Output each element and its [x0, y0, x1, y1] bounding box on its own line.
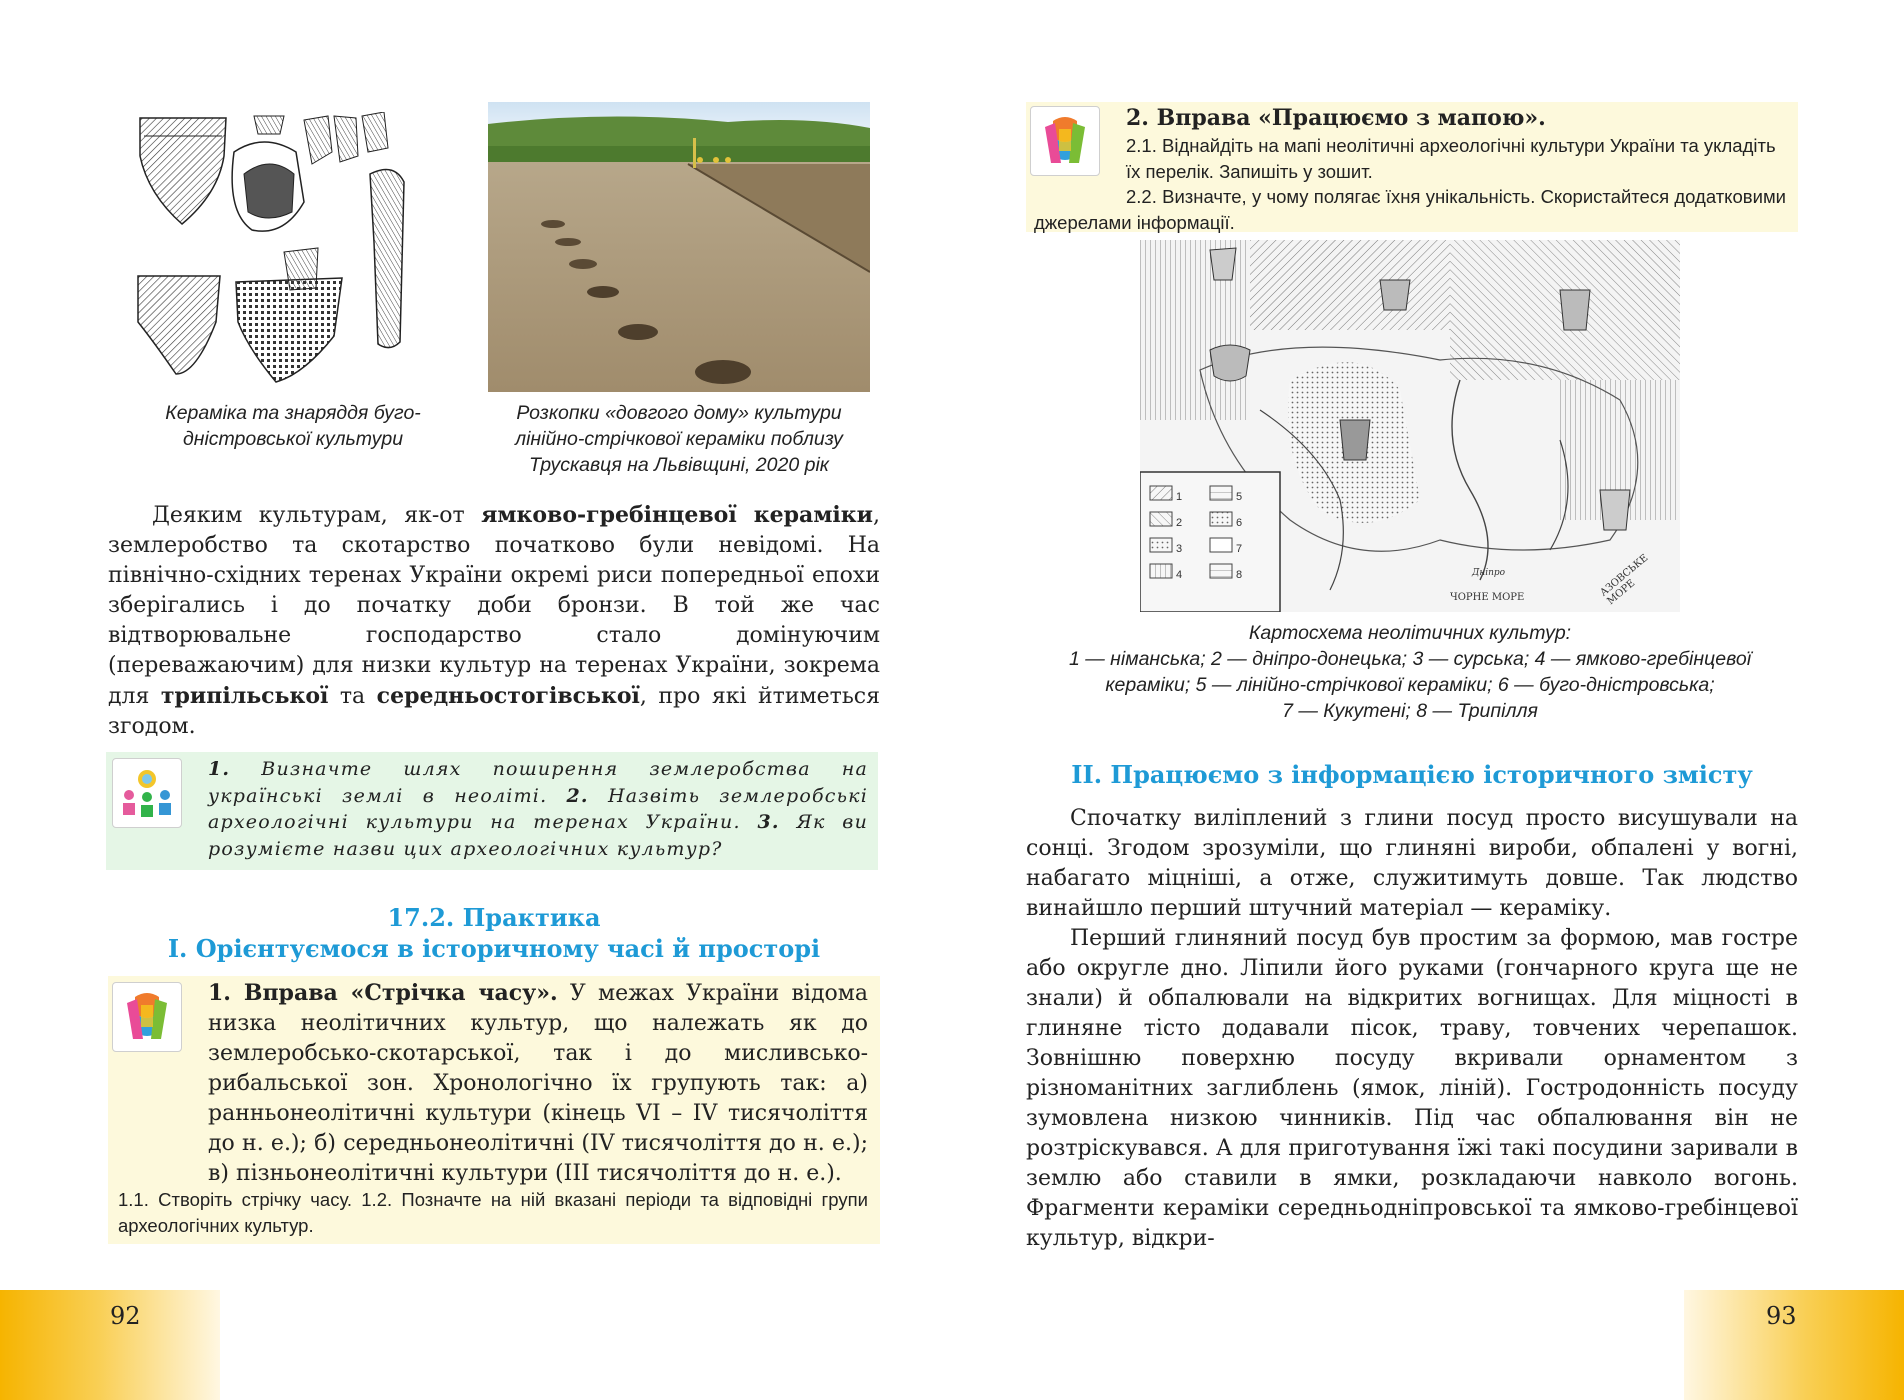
excavation-photo	[488, 102, 870, 392]
question-1: Визначте шлях поширення землеробства на українські землі в неоліті.	[208, 758, 868, 807]
questions-text	[208, 756, 868, 862]
section-subtitle: I. Орієнтуємося в історичному часі й просторі	[167, 934, 821, 963]
exercise1-task: 1.1. Створіть стрічку часу. 1.2. Позначте на ній вказані періоди та відповідні групи археологічних культур.	[118, 1189, 868, 1236]
map-legend-labels	[1236, 484, 1242, 588]
exercise1-text	[208, 978, 868, 1189]
exercise2-task2	[1034, 184, 1786, 235]
section-title-right: II. Працюємо з інформацією історичного змісту	[1071, 760, 1753, 789]
legend-label: 2	[1176, 517, 1183, 529]
map-legend-labels	[1176, 484, 1182, 588]
exercise2-title: 2. Вправа «Працюємо з мапою».	[1126, 105, 1546, 131]
legend-label: 3	[1176, 543, 1183, 555]
azov-sea-label: АЗОВСЬКЕ МОРЕ	[1598, 552, 1651, 608]
term-trypilska: трипільської	[160, 683, 329, 709]
caption-line: Розкопки «довгого дому» культури	[516, 402, 842, 424]
q-number: 1.	[208, 758, 231, 780]
legend-label: 5	[1236, 491, 1243, 503]
term-yamkovo: ямково-гребінцевої кераміки	[481, 502, 873, 528]
caption-line: 7 — Кукутені; 8 — Трипілля	[1282, 700, 1538, 722]
q-number: 3.	[757, 811, 780, 833]
legend-label: 4	[1176, 569, 1183, 581]
paragraph-1: Спочатку виліплений з глини посуд просто висушували на сонці. Згодом зрозуміли, що глиняні вироби, обпалені у вогні, набагато міцніші, а отже, служитимуть довше. Так людство винайшло перший штучний матеріал — кераміку.	[1026, 806, 1798, 921]
figure1-caption	[128, 400, 458, 452]
exercise1-title: 1. Вправа «Стрічка часу».	[208, 980, 558, 1006]
question-3: Як ви розумієте назви цих археологічних культур?	[208, 811, 868, 860]
term-serednostohivska: середньостогівської	[376, 683, 640, 709]
legend-label: 8	[1236, 569, 1243, 581]
question-2: Назвіть землеробські археологічні культури на теренах України.	[208, 784, 869, 833]
right-body-text	[1026, 804, 1798, 1254]
exercise1-body: У межах України відома низка неолітичних культур, що належать як до землеробсько-скотарської, так і до мисливсько-рибальської зон. Хронологічно їх групують так: а) ранньонеолітичні культури (кінець VI – IV тисячоліття до н. е.); б) середньонеолітичні (IV тисячоліття до н. е.); в) пізньонеолітичні культури (III тисячоліття до н. е.).	[208, 981, 868, 1186]
neolithic-cultures-map	[1140, 240, 1680, 612]
exercise-icon	[1030, 106, 1100, 176]
text-run: Деяким культурам, як-от	[152, 503, 482, 528]
paragraph-2: Перший глиняний посуд був простим за формою, мав гостре або округле дно. Ліпили його руками (гончарного круга ще не знали) й обпалювали на відкритих вогнищах. Для міцності в глиняне тісто додавали пісок, траву, товчених черепашок. Зовнішню поверхню посуду вкривали орнаментом з різноманітних заглиблень (ямок, ліній). Гостродонність посуду зумовлена низкою чинників. Під час обпалювання він не розтріскувався. А для приготування їжі такі посудини заривали в землю або ставили в ямки, розкладаючи навколо вогонь. Фрагменти кераміки середньодніпровської та ямково-гребінцевої культур, відкри-	[1026, 926, 1798, 1251]
dnipro-label: Дніпро	[1472, 568, 1506, 578]
exercise2-task1: 2.1. Віднайдіть на мапі неолітичні археологічні культури України та укладіть їх перелік. Запишіть у зошит.	[1126, 135, 1776, 182]
main-paragraph	[108, 500, 880, 742]
caption-line: Трускавця на Львівщині, 2020 рік	[528, 454, 829, 476]
section-title: 17.2. Практика	[387, 903, 601, 932]
page-number-left: 92	[110, 1302, 141, 1330]
group-work-icon	[112, 758, 182, 828]
black-sea-label: ЧОРНЕ МОРЕ	[1450, 592, 1525, 603]
caption-line: Картосхема неолітичних культур:	[1248, 622, 1572, 644]
legend-label: 6	[1236, 517, 1243, 529]
legend-label: 7	[1236, 543, 1243, 555]
q-number: 2.	[566, 784, 589, 807]
page-number-right: 93	[1766, 1302, 1797, 1330]
task2-text: 2.2. Визначте, у чому полягає їхня унікальність. Скористайтеся додатковими джерелами інформації.	[1034, 186, 1786, 233]
legend-label: 1	[1176, 491, 1183, 503]
text-run: , про які йтиметься згодом.	[108, 684, 880, 739]
caption-line: кераміки; 5 — лінійно-стрічкової кераміки; 6 — буго-дністровська;	[1105, 674, 1715, 696]
figure2-caption	[478, 400, 880, 478]
exercise-icon	[112, 982, 182, 1052]
map-caption	[1010, 620, 1810, 724]
caption-line: 1 — німанська; 2 — дніпро-донецька; 3 — сурська; 4 — ямково-гребінцевої	[1068, 648, 1752, 670]
pottery-figure	[134, 112, 446, 390]
text-run: , землеробство та скотарство початково були невідомі. На північно-східних теренах України окремі риси попередньої епохи зберігались і до початку доби бронзи. В той же час відтворювальне господарство стало домінуючим (переважаючим) для низки культур на теренах України, зокрема для	[108, 503, 880, 709]
caption-line: дністровської культури	[182, 428, 404, 450]
text-run: та	[328, 684, 377, 709]
caption-line: лінійно-стрічкової кераміки поблизу	[515, 428, 843, 450]
caption-line: Кераміка та знаряддя буго-	[165, 402, 421, 424]
